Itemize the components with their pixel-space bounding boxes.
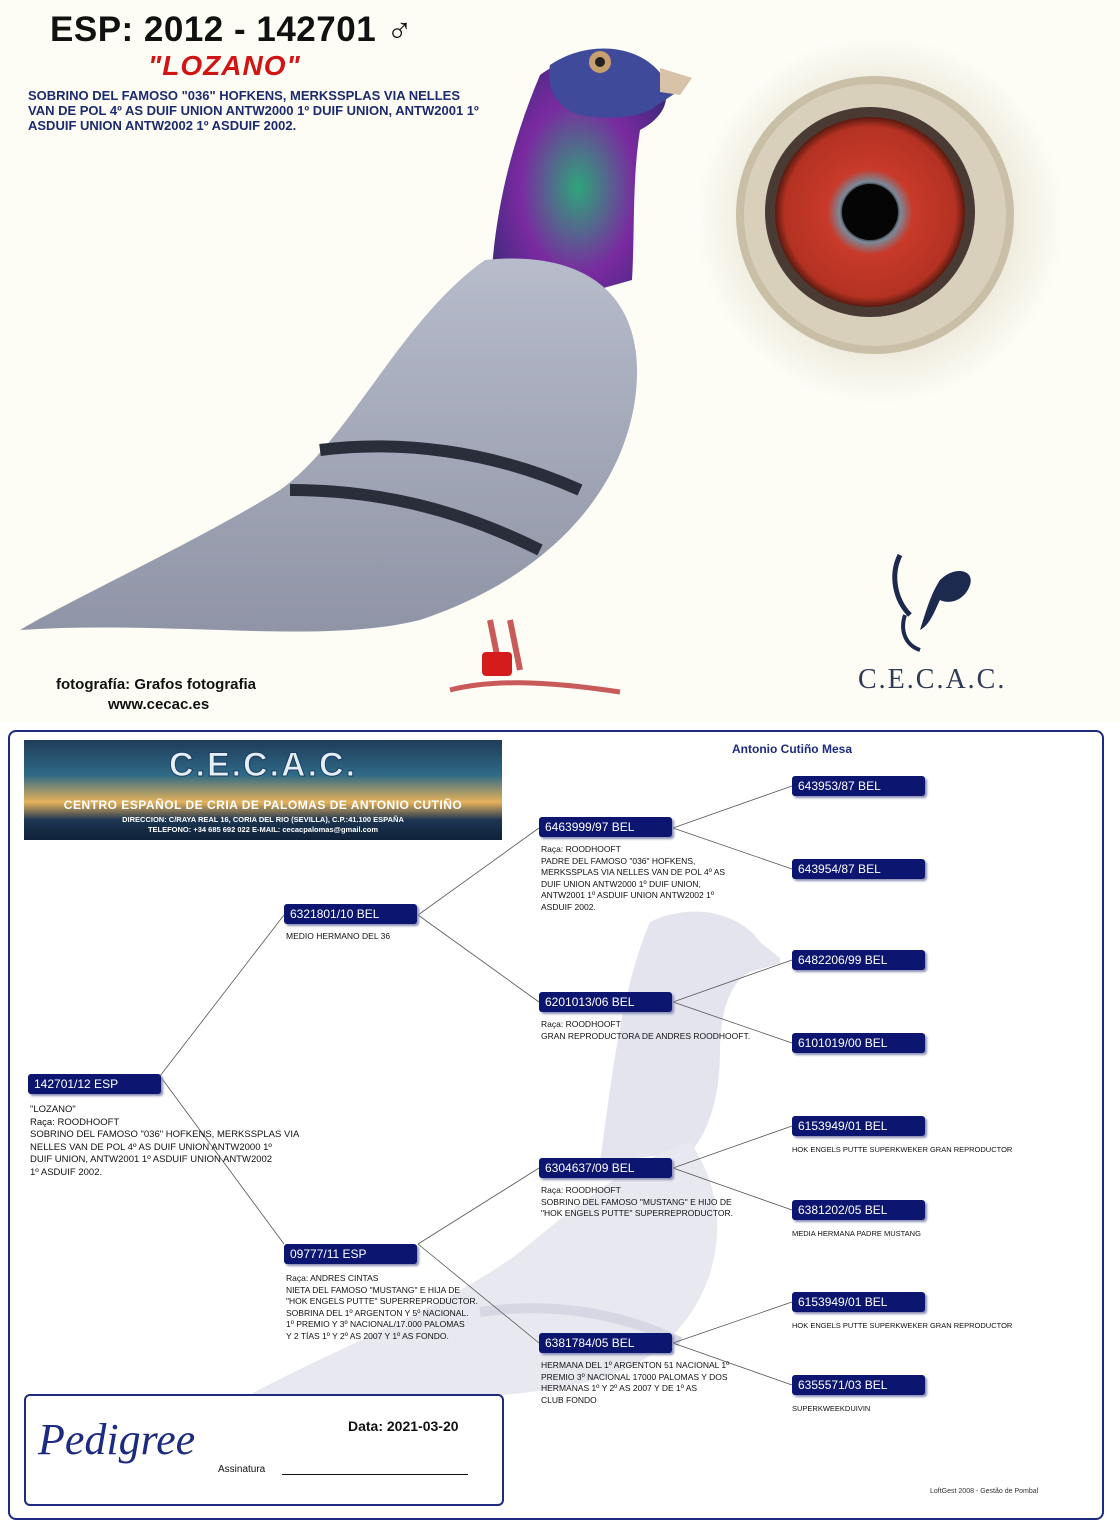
- note-line: CLUB FONDO: [541, 1394, 597, 1405]
- pigeon-photo: [20, 20, 700, 720]
- note-line: NELLES VAN DE POL 4º AS DUIF UNION ANTW2000 1º: [30, 1141, 272, 1153]
- pedigree-sd-sire-ring[interactable]: 6482206/99 BEL: [792, 950, 925, 970]
- signature-label: Assinatura: [218, 1464, 266, 1475]
- pedigree-sd-dam-ring[interactable]: 6101019/00 BEL: [792, 1033, 925, 1053]
- note-line: PREMIO 3º NACIONAL 17000 PALOMAS Y DOS: [541, 1371, 728, 1382]
- pedigree-dam-dam-ring[interactable]: 6381784/05 BEL: [539, 1333, 672, 1353]
- pedigree-subject-ring[interactable]: 142701/12 ESP: [28, 1074, 161, 1094]
- cecac-logo-icon: [880, 545, 980, 655]
- note-line: HERMANA DEL 1º ARGENTON 51 NACIONAL 1º: [541, 1360, 730, 1370]
- note-line: "LOZANO": [30, 1104, 76, 1115]
- pedigree-sire-dam-notes: [541, 1019, 791, 1042]
- pedigree-sire-sire-ring[interactable]: 6463999/97 BEL: [539, 817, 672, 837]
- banner-contact-line: TELEFONO: +34 685 692 022 E-MAIL: cecacpalomas@gmail.com: [147, 825, 379, 834]
- note-line: SOBRINA DEL 1º ARGENTON Y 5º NACIONAL.: [286, 1307, 469, 1318]
- pedigree-ds-dam-notes: [792, 1228, 1092, 1240]
- note-line: 1º ASDUIF 2002.: [30, 1166, 103, 1178]
- pedigree-dd-dam-notes: [792, 1403, 1092, 1415]
- pedigree-dd-dam-ring[interactable]: 6355571/03 BEL: [792, 1375, 925, 1395]
- note-line: SOBRINO DEL FAMOSO "036" HOFKENS, MERKSSPLAS VIA: [30, 1129, 300, 1140]
- note-line: HERMANAS 1º Y 2º AS 2007 Y DE 1º AS: [541, 1383, 698, 1393]
- pedigree-ds-sire-notes: [792, 1144, 1092, 1156]
- pedigree-sire-ring[interactable]: 6321801/10 BEL: [284, 904, 417, 924]
- note-line: HOK ENGELS PUTTE SUPERKWEKER GRAN REPRODUCTOR: [792, 1321, 1013, 1330]
- note-line: SUPERKWEEKDUIVIN: [792, 1404, 871, 1413]
- pigeon-description: SOBRINO DEL FAMOSO "036" HOFKENS, MERKSSPLAS VIA NELLES VAN DE POL 4º AS DUIF UNION ANTW2000 1º DUIF UNION, ANTW2001 1º ASDUIF UNION ANTW2002 1º ASDUIF 2002.: [28, 88, 479, 133]
- pedigree-dd-sire-notes: [792, 1320, 1092, 1332]
- note-line: Raça: ROODHOOFT: [541, 844, 621, 854]
- note-line: "HOK ENGELS PUTTE" SUPERREPRODUCTOR.: [541, 1208, 733, 1218]
- note-line: Raça: ANDRES CINTAS: [286, 1273, 379, 1283]
- note-line: ASDUIF 2002.: [541, 901, 596, 912]
- pedigree-sheet: [8, 730, 1104, 1520]
- note-line: GRAN REPRODUCTORA DE ANDRES ROODHOOFT.: [541, 1030, 751, 1041]
- pedigree-dam-ring[interactable]: 09777/11 ESP: [284, 1244, 417, 1264]
- pedigree-ss-dam-ring[interactable]: 643954/87 BEL: [792, 859, 925, 879]
- note-line: DUIF UNION, ANTW2001 1º ASDUIF UNION ANTW2002: [30, 1154, 273, 1165]
- note-line: Raça: ROODHOOFT: [30, 1116, 120, 1128]
- note-line: NIETA DEL FAMOSO "MUSTANG" E HIJA DE: [286, 1284, 461, 1295]
- pedigree-dam-sire-notes: [541, 1185, 781, 1220]
- note-line: ANTW2001 1º ASDUIF UNION ANTW2002 1º: [541, 890, 714, 900]
- note-line: DUIF UNION ANTW2000 1º DUIF UNION,: [541, 878, 701, 889]
- pedigree-subject-notes: [30, 1104, 350, 1179]
- banner-subtitle: CENTRO ESPAÑOL DE CRIA DE PALOMAS DE ANTONIO CUTIÑO: [63, 798, 463, 812]
- note-line: Y 2 TÍAS 1º Y 2º AS 2007 Y 1º AS FONDO.: [286, 1330, 449, 1341]
- pedigree-ds-dam-ring[interactable]: 6381202/05 BEL: [792, 1200, 925, 1220]
- note-line: SOBRINO DEL FAMOSO "MUSTANG" E HIJO DE: [541, 1196, 732, 1207]
- photo-credit: fotografía: Grafos fotografia: [56, 676, 257, 693]
- pedigree-dd-sire-ring[interactable]: 6153949/01 BEL: [792, 1292, 925, 1312]
- pedigree-sire-dam-ring[interactable]: 6201013/06 BEL: [539, 992, 672, 1012]
- note-line: Raça: ROODHOOFT: [541, 1019, 621, 1029]
- ring-number-title: ESP: 2012 - 142701 ♂: [50, 10, 414, 49]
- note-line: Raça: ROODHOOFT: [541, 1185, 621, 1195]
- pedigree-sire-notes: [286, 931, 506, 943]
- pedigree-ds-sire-ring[interactable]: 6153949/01 BEL: [792, 1116, 925, 1136]
- signature-box: [24, 1394, 504, 1506]
- note-line: "HOK ENGELS PUTTE" SUPERREPRODUCTOR.: [286, 1296, 478, 1306]
- banner-logo: C.E.C.A.C.: [168, 746, 358, 784]
- signature-line[interactable]: [282, 1474, 468, 1475]
- pedigree-ss-sire-ring[interactable]: 643953/87 BEL: [792, 776, 925, 796]
- website-text: www.cecac.es: [108, 696, 210, 713]
- note-line: MEDIO HERMANO DEL 36: [286, 931, 391, 941]
- banner-address-line: DIRECCION: C/RAYA REAL 16, CORIA DEL RIO (SEVILLA), C.P.:41.100 ESPAÑA: [122, 815, 404, 824]
- breeder-name: Antonio Cutiño Mesa: [732, 742, 852, 756]
- software-credit: LoftGest 2008 - Gestão de Pombal: [930, 1488, 1039, 1495]
- pigeon-name-title: "LOZANO": [148, 50, 301, 81]
- pedigree-dam-notes: [286, 1273, 526, 1342]
- pedigree-sire-sire-notes: [541, 844, 781, 913]
- pedigree-dam-dam-notes: [541, 1360, 781, 1406]
- pigeon-eye-photo: [690, 40, 1070, 420]
- pedigree-script-title: Pedigree: [38, 1415, 196, 1464]
- photo-section: [0, 0, 1120, 722]
- note-line: PADRE DEL FAMOSO "036" HOFKENS,: [541, 855, 696, 866]
- note-line: 1º PREMIO Y 3º NACIONAL/17.000 PALOMAS: [286, 1319, 465, 1329]
- pedigree-dam-sire-ring[interactable]: 6304637/09 BEL: [539, 1158, 672, 1178]
- note-line: HOK ENGELS PUTTE SUPERKWEKER GRAN REPRODUCTOR: [792, 1145, 1013, 1154]
- pedigree-date: Data: 2021-03-20: [348, 1418, 459, 1434]
- note-line: MEDIA HERMANA PADRE MUSTANG: [792, 1229, 921, 1238]
- note-line: MERKSSPLAS VIA NELLES VAN DE POL 4º AS: [541, 867, 726, 877]
- cecac-brand-text: C.E.C.A.C.: [858, 664, 1007, 695]
